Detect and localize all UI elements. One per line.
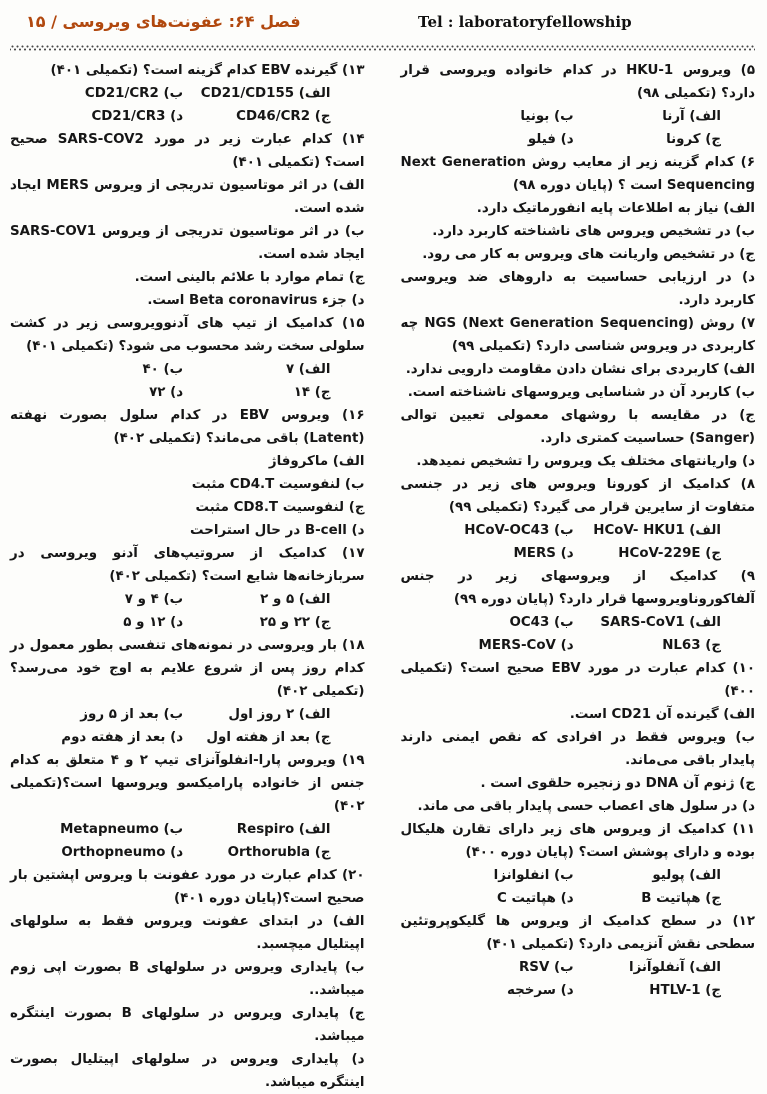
question-text: ۱۳) گیرنده EBV کدام گزینه است؟ (تکمیلی ۴۰۱)	[50, 63, 365, 78]
question-block	[10, 542, 365, 634]
option-cell: د) بعد از هفته دوم	[61, 730, 184, 745]
option-line: د) پایداری ویروس در سلولهای اپیتلیال بصورت اینتگره میباشد.	[10, 1052, 365, 1090]
question-block	[401, 657, 756, 818]
question-block	[10, 634, 365, 749]
option-cell: الف) آنفلوآنزا	[628, 960, 721, 975]
option-cell: الف) ۲ روز اول	[228, 707, 331, 722]
option-cell: د) MERS-CoV	[478, 638, 574, 653]
question-block	[10, 749, 365, 864]
option-line: ج) در تشخیص واریانت های ویروس به کار می رود.	[422, 247, 755, 262]
option-line: الف) کاربردی برای نشان دادن مقاومت دارویی ندارد.	[405, 362, 755, 377]
option-cell: ج) ۱۴	[293, 385, 331, 400]
option-cell: الف) ۷	[285, 362, 331, 377]
dotted-divider	[10, 44, 755, 51]
option-cell: ب) ۴ و ۷	[124, 592, 184, 607]
question-text: ۱۷) کدامیک از سروتیپ‌های آدنو ویروسی در سربازخانه‌ها شایع است؟ (تکمیلی ۴۰۲)	[10, 546, 365, 584]
option-line: د) واریانتهای مختلف یک ویروس را تشخیص نمیدهد.	[416, 454, 755, 469]
option-cell: د) MERS	[513, 546, 574, 561]
option-cell: ب) RSV	[519, 960, 574, 975]
option-line: د) در ارزیابی حساسیت به داروهای ضد ویروسی کاربرد دارد.	[400, 270, 755, 308]
option-row	[401, 634, 756, 657]
option-cell: ب) انفلوانزا	[493, 868, 574, 883]
option-line: ج) لنفوسیت CD8.T مثبت	[195, 500, 365, 515]
option-line: ب) در اثر موتاسیون تدریجی از ویروس SARS-COV1 ایجاد شده است.	[10, 224, 365, 262]
option-cell: ب) HCoV-OC43	[464, 523, 574, 538]
option-cell: ج) CD46/CR2	[236, 109, 331, 124]
question-block	[401, 910, 756, 1002]
option-cell: الف) HCoV- HKU1	[593, 523, 721, 538]
option-cell: ب) بعد از ۵ روز	[80, 707, 184, 722]
option-row	[401, 956, 756, 979]
question-block	[10, 128, 365, 312]
option-row	[10, 381, 365, 404]
option-line: ج) تمام موارد با علائم بالینی است.	[134, 270, 365, 285]
question-block	[401, 151, 756, 312]
option-row	[10, 82, 365, 105]
option-row	[10, 358, 365, 381]
tel-label: Tel : laboratoryfellowship	[418, 13, 632, 31]
option-cell: ب) CD21/CR2	[84, 86, 184, 101]
question-block	[10, 59, 365, 128]
option-cell: ج) HTLV-1	[649, 983, 721, 998]
option-line: ب) کاربرد آن در شناسایی ویروسهای ناشناخته است.	[407, 385, 755, 400]
question-block	[401, 565, 756, 657]
option-line: د) جزء Beta coronavirus است.	[147, 293, 365, 308]
option-cell: ج) NL63	[662, 638, 721, 653]
question-column	[401, 59, 756, 1094]
question-text: ۱۲) در سطح کدامیک از ویروس ها گلیکوپروتئین سطحی نقش آنزیمی دارد؟ (تکمیلی ۴۰۱)	[400, 914, 755, 952]
option-cell: الف) ۵ و ۲	[260, 592, 331, 607]
option-line: ج) ژنوم آن DNA دو زنجیره حلقوی است .	[480, 776, 755, 791]
option-cell: د) CD21/CR3	[91, 109, 184, 124]
option-row	[10, 105, 365, 128]
question-text: ۱۸) بار ویروسی در نمونه‌های تنفسی بطور معمول در کدام روز پس از شروع علایم به اوج خود می‌رسد؟ (تکمیلی ۴۰۲)	[10, 638, 365, 699]
option-line: الف) گیرنده آن CD21 است.	[569, 707, 755, 722]
option-cell: د) سرخجه	[507, 983, 574, 998]
option-cell: ج) بعد از هفته اول	[206, 730, 331, 745]
option-line: ج) پایداری ویروس در سلولهای B بصورت اینتگره میباشد.	[10, 1006, 365, 1044]
question-text: ۱۰) کدام عبارت در مورد EBV صحیح است؟ (تکمیلی ۴۰۰)	[400, 661, 755, 699]
option-line: ب) لنفوسیت CD4.T مثبت	[191, 477, 365, 492]
option-line: ج) در مقایسه با روشهای معمولی تعیین توالی (Sanger) حساسیت کمتری دارد.	[400, 408, 755, 446]
option-cell: ب) ۴۰	[142, 362, 184, 377]
question-text: ۸) کدامیک از کورونا ویروس های زیر در جنسی متفاوت از سایرین قرار می گیرد؟ (تکمیلی ۹۹)	[400, 477, 755, 515]
question-text: ۹) کدامیک از ویروسهای زیر در جنس آلفاکوروناویروسها قرار دارد؟ (پایان دوره ۹۹)	[400, 569, 755, 607]
question-block	[401, 473, 756, 565]
option-cell: د) هپاتیت C	[496, 891, 574, 906]
option-row	[401, 611, 756, 634]
question-text: ۱۶) ویروس EBV در کدام سلول بصورت نهفته (Latent) باقی می‌ماند؟ (تکمیلی ۴۰۲)	[10, 408, 365, 446]
option-row	[401, 979, 756, 1002]
option-cell: د) فیلو	[527, 132, 574, 147]
option-row	[10, 703, 365, 726]
option-cell: ب) بونیا	[520, 109, 574, 124]
chapter-title: فصل ۶۴: عفونت‌های ویروسی / ۱۵	[26, 12, 301, 31]
question-block	[10, 312, 365, 404]
option-row	[10, 588, 365, 611]
option-cell: د) Orthopneumo	[61, 845, 184, 860]
option-row	[401, 542, 756, 565]
option-cell: ج) Orthorubla	[227, 845, 331, 860]
question-columns	[10, 57, 755, 1094]
question-block	[10, 404, 365, 542]
option-line: الف) نیاز به اطلاعات پایه انفورماتیک دارد.	[476, 201, 755, 216]
question-text: ۱۱) کدامیک از ویروس های زیر دارای تقارن هلیکال بوده و دارای پوشش است؟ (پایان دوره ۴۰۰)	[400, 822, 755, 860]
question-text: ۱۹) ویروس پارا-انفلوآنزای تیپ ۲ و ۴ متعلق به کدام جنس از خانواده پارامیکسو ویروسها است؟(تکمیلی ۴۰۲)	[10, 753, 365, 814]
question-block	[401, 312, 756, 473]
option-cell: الف) آرنا	[662, 109, 721, 124]
option-cell: ب) Metapneumo	[60, 822, 184, 837]
option-cell: الف) SARS-CoV1	[600, 615, 721, 630]
option-row	[401, 887, 756, 910]
option-line: ب) در تشخیص ویروس های ناشناخته کاربرد دارد.	[432, 224, 755, 239]
option-cell: ج) هپاتیت B	[641, 891, 721, 906]
option-line: الف) ماکروفاژ	[268, 454, 365, 469]
option-cell: ب) OC43	[509, 615, 574, 630]
option-row	[10, 818, 365, 841]
question-text: ۶) کدام گزینه زیر از معایب روش Next Generation Sequencing است ؟ (پایان دوره ۹۸)	[400, 155, 755, 193]
option-line: الف) در اثر موتاسیون تدریجی از ویروس MERS ایجاد شده است.	[10, 178, 365, 216]
question-text: ۱۵) کدامیک از تیپ های آدنوویروسی زیر در کشت سلولی سخت رشد محسوب می شود؟ (تکمیلی ۴۰۱)	[10, 316, 365, 354]
question-block	[10, 864, 365, 1094]
option-cell: الف) پولیو	[652, 868, 721, 883]
option-line: د) B-cell در حال استراحت	[190, 523, 365, 538]
question-text: ۵) ویروس HKU-1 در کدام خانواده ویروسی قرار دارد؟ (تکمیلی ۹۸)	[400, 63, 755, 101]
option-cell: ج) کرونا	[666, 132, 721, 147]
option-row	[10, 841, 365, 864]
question-text: ۲۰) کدام عبارت در مورد عفونت با ویروس اپشتین بار صحیح است؟(پایان دوره ۴۰۱)	[10, 868, 365, 906]
option-row	[401, 864, 756, 887]
option-row	[401, 105, 756, 128]
question-block	[401, 818, 756, 910]
option-cell: د) ۱۲ و ۵	[123, 615, 184, 630]
question-block	[401, 59, 756, 151]
page-header	[10, 10, 755, 40]
option-cell: الف) CD21/CD155	[200, 86, 331, 101]
option-line: ب) ویروس فقط در افرادی که نقص ایمنی دارند پایدار باقی می‌ماند.	[400, 730, 755, 768]
option-row	[10, 611, 365, 634]
question-column	[10, 59, 365, 1094]
option-cell: الف) Respiro	[236, 822, 331, 837]
option-row	[10, 726, 365, 749]
option-line: د) در سلول های اعصاب حسی پایدار باقی می ماند.	[417, 799, 755, 814]
question-text: ۱۴) کدام عبارت زیر در مورد SARS-COV2 صحیح است؟ (تکمیلی ۴۰۱)	[10, 132, 365, 170]
option-line: الف) در ابتدای عفونت ویروس فقط به سلولهای اپیتلیال میچسبد.	[10, 914, 365, 952]
option-cell: ج) HCoV-229E	[618, 546, 721, 561]
option-row	[401, 128, 756, 151]
option-cell: د) ۷۲	[149, 385, 184, 400]
question-text: ۷) روش NGS (Next Generation Sequencing) چه کاربردی در ویروس شناسی دارد؟ (تکمیلی ۹۹)	[400, 316, 755, 354]
option-row	[401, 519, 756, 542]
option-line: ب) پایداری ویروس در سلولهای B بصورت اپی زوم میباشد..	[10, 960, 365, 998]
option-cell: ج) ۲۲ و ۲۵	[259, 615, 331, 630]
